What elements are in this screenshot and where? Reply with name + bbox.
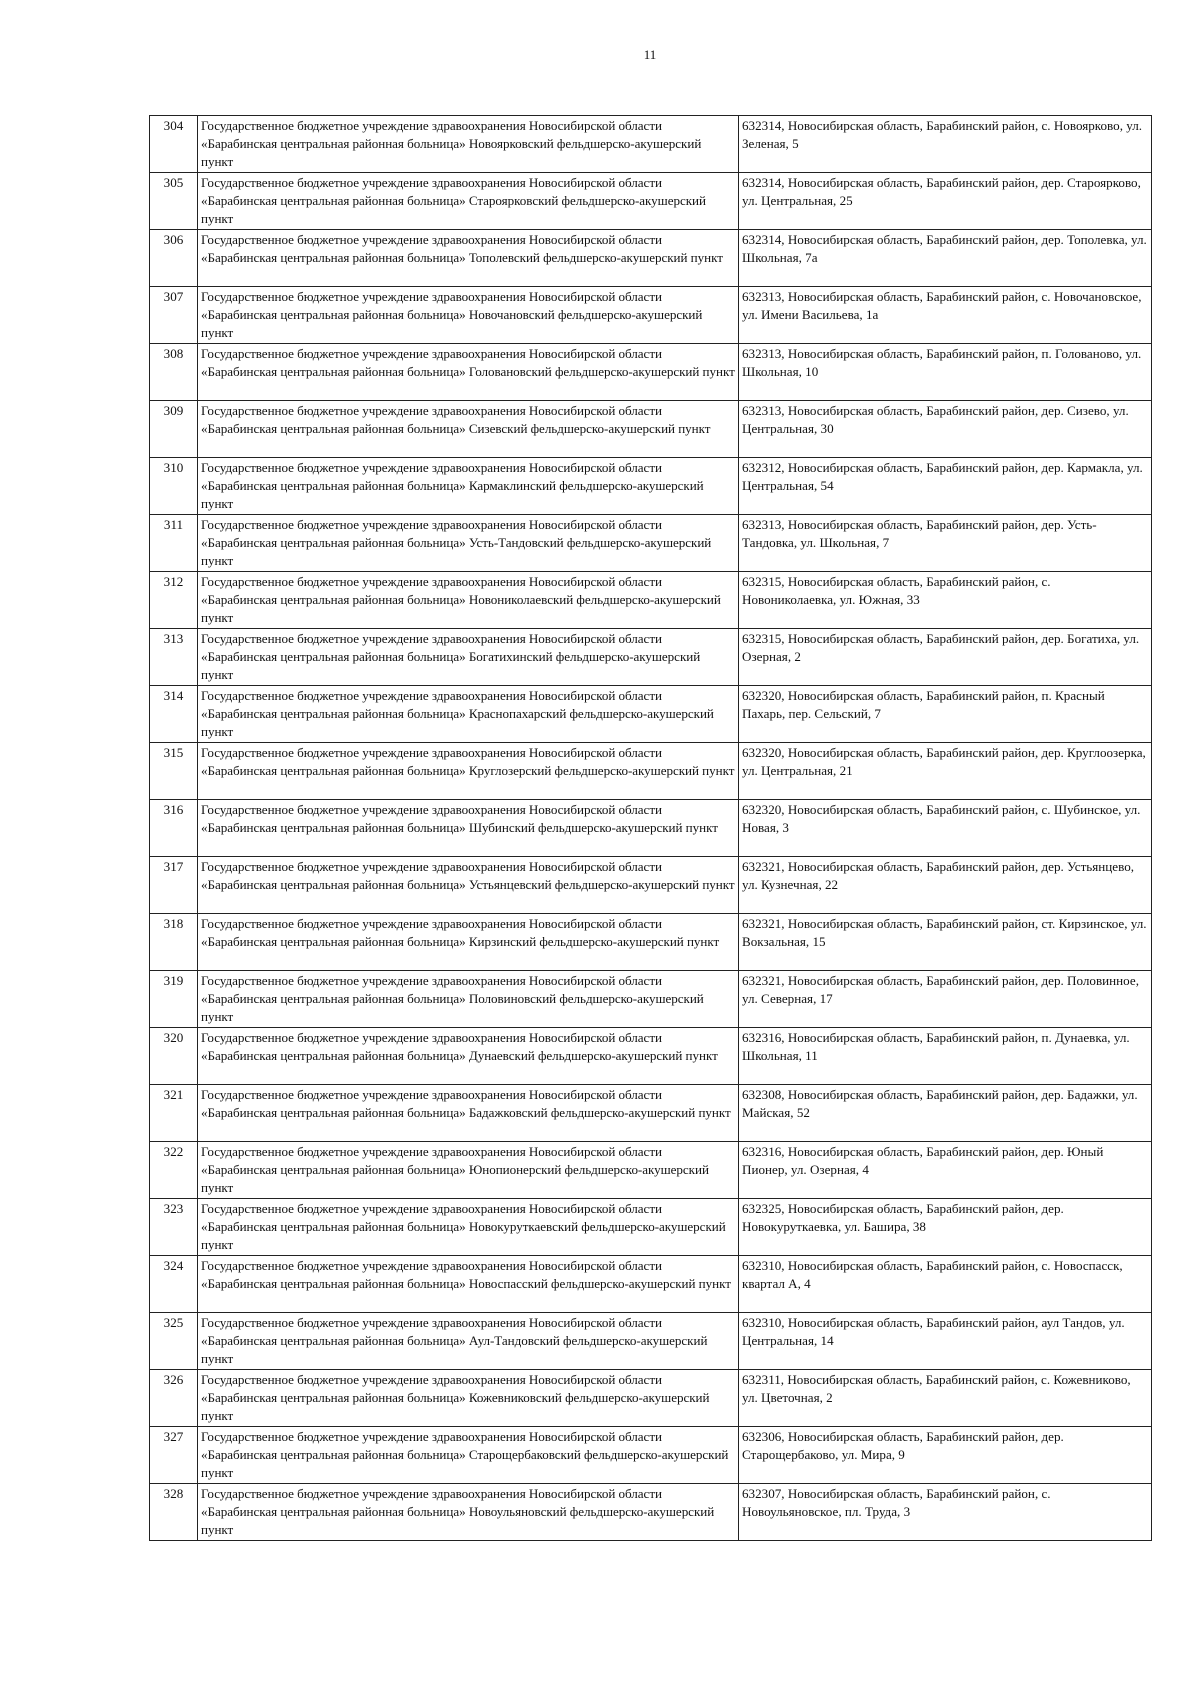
- address-cell: 632315, Новосибирская область, Барабинский район, дер. Богатиха, ул. Озерная, 2: [739, 629, 1152, 686]
- institution-name-cell: Государственное бюджетное учреждение здравоохранения Новосибирской области «Барабинская центральная районная больница» Богатихинский фельдшерско-акушерский пункт: [198, 629, 739, 686]
- address-cell: 632321, Новосибирская область, Барабинский район, дер. Половинное, ул. Северная, 17: [739, 971, 1152, 1028]
- table-row: [150, 515, 1152, 572]
- row-number-cell: 328: [150, 1484, 198, 1541]
- address-cell: 632313, Новосибирская область, Барабинский район, дер. Усть-Тандовка, ул. Школьная, 7: [739, 515, 1152, 572]
- institution-name-cell: Государственное бюджетное учреждение здравоохранения Новосибирской области «Барабинская центральная районная больница» Кирзинский фельдшерско-акушерский пункт: [198, 914, 739, 971]
- institution-name-cell: Государственное бюджетное учреждение здравоохранения Новосибирской области «Барабинская центральная районная больница» Новоярковский фельдшерско-акушерский пункт: [198, 116, 739, 173]
- table-row: [150, 971, 1152, 1028]
- institution-name-cell: Государственное бюджетное учреждение здравоохранения Новосибирской области «Барабинская центральная районная больница» Бадажковский фельдшерско-акушерский пункт: [198, 1085, 739, 1142]
- row-number-cell: 309: [150, 401, 198, 458]
- table-row: [150, 1427, 1152, 1484]
- institution-name-cell: Государственное бюджетное учреждение здравоохранения Новосибирской области «Барабинская центральная районная больница» Половиновский фельдшерско-акушерский пункт: [198, 971, 739, 1028]
- institution-name-cell: Государственное бюджетное учреждение здравоохранения Новосибирской области «Барабинская центральная районная больница» Новоульяновский фельдшерско-акушерский пункт: [198, 1484, 739, 1541]
- row-number-cell: 323: [150, 1199, 198, 1256]
- row-number-cell: 314: [150, 686, 198, 743]
- table-row: [150, 116, 1152, 173]
- institution-name-cell: Государственное бюджетное учреждение здравоохранения Новосибирской области «Барабинская центральная районная больница» Аул-Тандовский фельдшерско-акушерский пункт: [198, 1313, 739, 1370]
- address-cell: 632315, Новосибирская область, Барабинский район, с. Новониколаевка, ул. Южная, 33: [739, 572, 1152, 629]
- address-cell: 632311, Новосибирская область, Барабинский район, с. Кожевниково, ул. Цветочная, 2: [739, 1370, 1152, 1427]
- row-number-cell: 316: [150, 800, 198, 857]
- row-number-cell: 317: [150, 857, 198, 914]
- row-number-cell: 321: [150, 1085, 198, 1142]
- row-number-cell: 322: [150, 1142, 198, 1199]
- institution-name-cell: Государственное бюджетное учреждение здравоохранения Новосибирской области «Барабинская центральная районная больница» Новокуруткаевский фельдшерско-акушерский пункт: [198, 1199, 739, 1256]
- table-row: [150, 1085, 1152, 1142]
- row-number-cell: 325: [150, 1313, 198, 1370]
- address-cell: 632320, Новосибирская область, Барабинский район, с. Шубинское, ул. Новая, 3: [739, 800, 1152, 857]
- table-row: [150, 743, 1152, 800]
- address-cell: 632321, Новосибирская область, Барабинский район, дер. Устьянцево, ул. Кузнечная, 22: [739, 857, 1152, 914]
- table-row: [150, 287, 1152, 344]
- institution-name-cell: Государственное бюджетное учреждение здравоохранения Новосибирской области «Барабинская центральная районная больница» Кожевниковский фельдшерско-акушерский пункт: [198, 1370, 739, 1427]
- address-cell: 632312, Новосибирская область, Барабинский район, дер. Кармакла, ул. Центральная, 54: [739, 458, 1152, 515]
- row-number-cell: 307: [150, 287, 198, 344]
- institution-name-cell: Государственное бюджетное учреждение здравоохранения Новосибирской области «Барабинская центральная районная больница» Краснопахарский фельдшерско-акушерский пункт: [198, 686, 739, 743]
- address-cell: 632313, Новосибирская область, Барабинский район, с. Новочановское, ул. Имени Васильева, 1а: [739, 287, 1152, 344]
- row-number-cell: 306: [150, 230, 198, 287]
- row-number-cell: 327: [150, 1427, 198, 1484]
- address-cell: 632313, Новосибирская область, Барабинский район, дер. Сизево, ул. Центральная, 30: [739, 401, 1152, 458]
- address-cell: 632321, Новосибирская область, Барабинский район, ст. Кирзинское, ул. Вокзальная, 15: [739, 914, 1152, 971]
- row-number-cell: 312: [150, 572, 198, 629]
- institution-name-cell: Государственное бюджетное учреждение здравоохранения Новосибирской области «Барабинская центральная районная больница» Устьянцевский фельдшерско-акушерский пункт: [198, 857, 739, 914]
- institution-name-cell: Государственное бюджетное учреждение здравоохранения Новосибирской области «Барабинская центральная районная больница» Кармаклинский фельдшерско-акушерский пункт: [198, 458, 739, 515]
- row-number-cell: 311: [150, 515, 198, 572]
- row-number-cell: 313: [150, 629, 198, 686]
- table-row: [150, 1370, 1152, 1427]
- row-number-cell: 320: [150, 1028, 198, 1085]
- row-number-cell: 308: [150, 344, 198, 401]
- table-row: [150, 1028, 1152, 1085]
- institution-name-cell: Государственное бюджетное учреждение здравоохранения Новосибирской области «Барабинская центральная районная больница» Новоспасский фельдшерско-акушерский пункт: [198, 1256, 739, 1313]
- registry-table-body: [150, 116, 1152, 1541]
- table-row: [150, 1484, 1152, 1541]
- table-row: [150, 914, 1152, 971]
- table-row: [150, 1256, 1152, 1313]
- address-cell: 632325, Новосибирская область, Барабинский район, дер. Новокуруткаевка, ул. Башира, 38: [739, 1199, 1152, 1256]
- row-number-cell: 310: [150, 458, 198, 515]
- address-cell: 632306, Новосибирская область, Барабинский район, дер. Старощербаково, ул. Мира, 9: [739, 1427, 1152, 1484]
- address-cell: 632314, Новосибирская область, Барабинский район, дер. Тополевка, ул. Школьная, 7а: [739, 230, 1152, 287]
- institution-name-cell: Государственное бюджетное учреждение здравоохранения Новосибирской области «Барабинская центральная районная больница» Сизевский фельдшерско-акушерский пункт: [198, 401, 739, 458]
- table-row: [150, 686, 1152, 743]
- address-cell: 632320, Новосибирская область, Барабинский район, дер. Круглоозерка, ул. Центральная, 21: [739, 743, 1152, 800]
- table-row: [150, 857, 1152, 914]
- table-row: [150, 629, 1152, 686]
- row-number-cell: 315: [150, 743, 198, 800]
- table-row: [150, 230, 1152, 287]
- address-cell: 632316, Новосибирская область, Барабинский район, п. Дунаевка, ул. Школьная, 11: [739, 1028, 1152, 1085]
- table-row: [150, 173, 1152, 230]
- table-row: [150, 458, 1152, 515]
- row-number-cell: 324: [150, 1256, 198, 1313]
- institution-name-cell: Государственное бюджетное учреждение здравоохранения Новосибирской области «Барабинская центральная районная больница» Шубинский фельдшерско-акушерский пункт: [198, 800, 739, 857]
- institution-name-cell: Государственное бюджетное учреждение здравоохранения Новосибирской области «Барабинская центральная районная больница» Староярковский фельдшерско-акушерский пункт: [198, 173, 739, 230]
- table-row: [150, 344, 1152, 401]
- table-row: [150, 401, 1152, 458]
- institution-name-cell: Государственное бюджетное учреждение здравоохранения Новосибирской области «Барабинская центральная районная больница» Старощербаковский фельдшерско-акушерский пункт: [198, 1427, 739, 1484]
- institution-name-cell: Государственное бюджетное учреждение здравоохранения Новосибирской области «Барабинская центральная районная больница» Юнопионерский фельдшерско-акушерский пункт: [198, 1142, 739, 1199]
- address-cell: 632320, Новосибирская область, Барабинский район, п. Красный Пахарь, пер. Сельский, 7: [739, 686, 1152, 743]
- page-number: 11: [643, 47, 657, 62]
- row-number-cell: 319: [150, 971, 198, 1028]
- institution-name-cell: Государственное бюджетное учреждение здравоохранения Новосибирской области «Барабинская центральная районная больница» Головановский фельдшерско-акушерский пункт: [198, 344, 739, 401]
- table-row: [150, 1142, 1152, 1199]
- table-row: [150, 800, 1152, 857]
- address-cell: 632314, Новосибирская область, Барабинский район, дер. Староярково, ул. Центральная, 25: [739, 173, 1152, 230]
- institution-name-cell: Государственное бюджетное учреждение здравоохранения Новосибирской области «Барабинская центральная районная больница» Тополевский фельдшерско-акушерский пункт: [198, 230, 739, 287]
- row-number-cell: 305: [150, 173, 198, 230]
- address-cell: 632310, Новосибирская область, Барабинский район, с. Новоспасск, квартал А, 4: [739, 1256, 1152, 1313]
- row-number-cell: 326: [150, 1370, 198, 1427]
- institution-name-cell: Государственное бюджетное учреждение здравоохранения Новосибирской области «Барабинская центральная районная больница» Новониколаевский фельдшерско-акушерский пункт: [198, 572, 739, 629]
- row-number-cell: 304: [150, 116, 198, 173]
- registry-table: [149, 115, 1152, 1541]
- row-number-cell: 318: [150, 914, 198, 971]
- address-cell: 632307, Новосибирская область, Барабинский район, с. Новоульяновское, пл. Труда, 3: [739, 1484, 1152, 1541]
- institution-name-cell: Государственное бюджетное учреждение здравоохранения Новосибирской области «Барабинская центральная районная больница» Усть-Тандовский фельдшерско-акушерский пункт: [198, 515, 739, 572]
- address-cell: 632313, Новосибирская область, Барабинский район, п. Голованово, ул. Школьная, 10: [739, 344, 1152, 401]
- address-cell: 632310, Новосибирская область, Барабинский район, аул Тандов, ул. Центральная, 14: [739, 1313, 1152, 1370]
- table-row: [150, 1313, 1152, 1370]
- institution-name-cell: Государственное бюджетное учреждение здравоохранения Новосибирской области «Барабинская центральная районная больница» Дунаевский фельдшерско-акушерский пункт: [198, 1028, 739, 1085]
- address-cell: 632316, Новосибирская область, Барабинский район, дер. Юный Пионер, ул. Озерная, 4: [739, 1142, 1152, 1199]
- table-row: [150, 1199, 1152, 1256]
- institution-name-cell: Государственное бюджетное учреждение здравоохранения Новосибирской области «Барабинская центральная районная больница» Круглозерский фельдшерско-акушерский пункт: [198, 743, 739, 800]
- address-cell: 632308, Новосибирская область, Барабинский район, дер. Бадажки, ул. Майская, 52: [739, 1085, 1152, 1142]
- table-row: [150, 572, 1152, 629]
- institution-name-cell: Государственное бюджетное учреждение здравоохранения Новосибирской области «Барабинская центральная районная больница» Новочановский фельдшерско-акушерский пункт: [198, 287, 739, 344]
- address-cell: 632314, Новосибирская область, Барабинский район, с. Новоярково, ул. Зеленая, 5: [739, 116, 1152, 173]
